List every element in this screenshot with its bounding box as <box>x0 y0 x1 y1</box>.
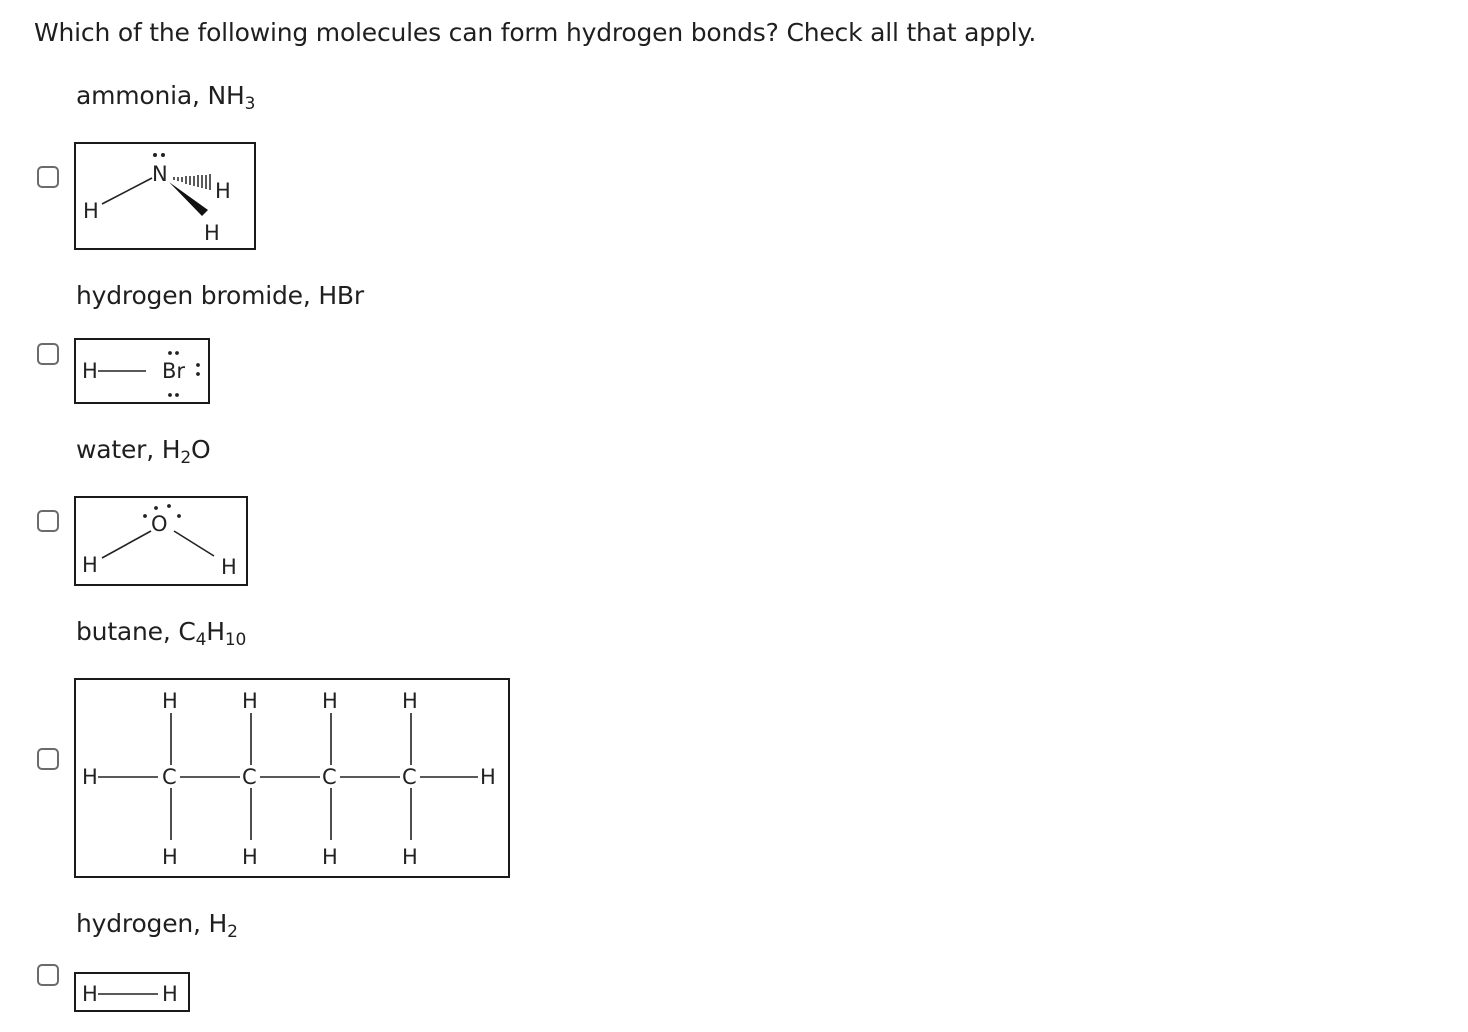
atom-h: H <box>82 553 98 577</box>
atom-c: C <box>402 765 417 789</box>
structure-hydrogen <box>74 972 190 1012</box>
formula-subscript: 2 <box>227 922 238 942</box>
atom-h: H <box>480 765 496 789</box>
atom-c: C <box>162 765 177 789</box>
formula-part: H <box>161 435 181 464</box>
option-name: ammonia <box>76 81 193 110</box>
lone-pair-dot <box>168 393 172 397</box>
formula-subscript: 4 <box>195 630 207 650</box>
checkbox-hydrogen-bromide[interactable] <box>37 343 59 365</box>
atom-h: H <box>221 555 237 579</box>
bond-line <box>174 531 214 556</box>
formula-part: H <box>206 617 225 646</box>
atom-c: C <box>322 765 337 789</box>
atom-c: C <box>242 765 257 789</box>
atom-h: H <box>82 765 98 789</box>
option-name: water <box>76 435 147 464</box>
atom-h: H <box>82 359 98 383</box>
lone-pair-dot <box>175 351 179 355</box>
atom-h: H <box>82 982 98 1006</box>
checkbox-ammonia[interactable] <box>37 166 59 188</box>
lone-pair-dot <box>177 514 181 518</box>
formula-part: H <box>208 909 228 938</box>
formula-part: O <box>190 435 211 464</box>
option-label-ammonia: ammonia, $NH_3$ <box>76 81 256 114</box>
lone-pair-dot <box>168 351 172 355</box>
bond-line <box>102 178 152 204</box>
option-label-hydrogen-bromide: hydrogen bromide, HBr <box>76 281 364 310</box>
atom-h: H <box>242 845 258 869</box>
atom-h: H <box>322 845 338 869</box>
atom-h: H <box>162 982 178 1006</box>
atom-o: O <box>151 512 168 536</box>
formula-part: C <box>178 617 196 646</box>
checkbox-water[interactable] <box>37 510 59 532</box>
option-label-hydrogen: hydrogen, $H_2$ <box>76 909 238 942</box>
formula-subscript: 10 <box>224 630 247 650</box>
atom-h: H <box>322 689 338 713</box>
bond-line <box>102 531 151 558</box>
lone-pair-dot <box>143 514 147 518</box>
option-name: hydrogen <box>76 909 194 938</box>
formula-part: HBr <box>318 281 364 310</box>
atom-h: H <box>83 199 99 223</box>
atom-h: H <box>215 179 231 203</box>
question-text: Which of the following molecules can form hydrogen bonds? Check all that apply. <box>34 18 1037 47</box>
atom-br: Br <box>162 359 186 383</box>
lone-pair-dot <box>154 506 158 510</box>
lone-pair-dot <box>196 372 200 376</box>
lone-pair-dot <box>175 393 179 397</box>
option-name: hydrogen bromide <box>76 281 303 310</box>
atom-h: H <box>162 689 178 713</box>
atom-h: H <box>204 221 220 245</box>
lone-pair-dot <box>167 504 171 508</box>
atom-h: H <box>402 689 418 713</box>
atom-n: N <box>152 162 168 186</box>
checkbox-butane[interactable] <box>37 748 59 770</box>
lone-pair-dot <box>153 153 157 157</box>
option-label-water: water, $H_2O$ <box>76 435 211 468</box>
atom-h: H <box>402 845 418 869</box>
option-label-butane: butane, $C_4H_{10}$ <box>76 617 247 650</box>
option-name: butane <box>76 617 163 646</box>
hashed-wedge-bond <box>174 174 210 190</box>
structure-ammonia <box>74 142 256 250</box>
atom-h: H <box>162 845 178 869</box>
structure-butane <box>74 678 510 878</box>
formula-subscript: 2 <box>180 448 191 468</box>
checkbox-hydrogen[interactable] <box>37 964 59 986</box>
lone-pair-dot <box>161 153 165 157</box>
atom-h: H <box>242 689 258 713</box>
structure-water <box>74 496 248 586</box>
formula-subscript: 3 <box>244 94 256 114</box>
lone-pair-dot <box>196 363 200 367</box>
structure-hydrogen-bromide <box>74 338 210 404</box>
formula-part: NH <box>207 81 245 110</box>
